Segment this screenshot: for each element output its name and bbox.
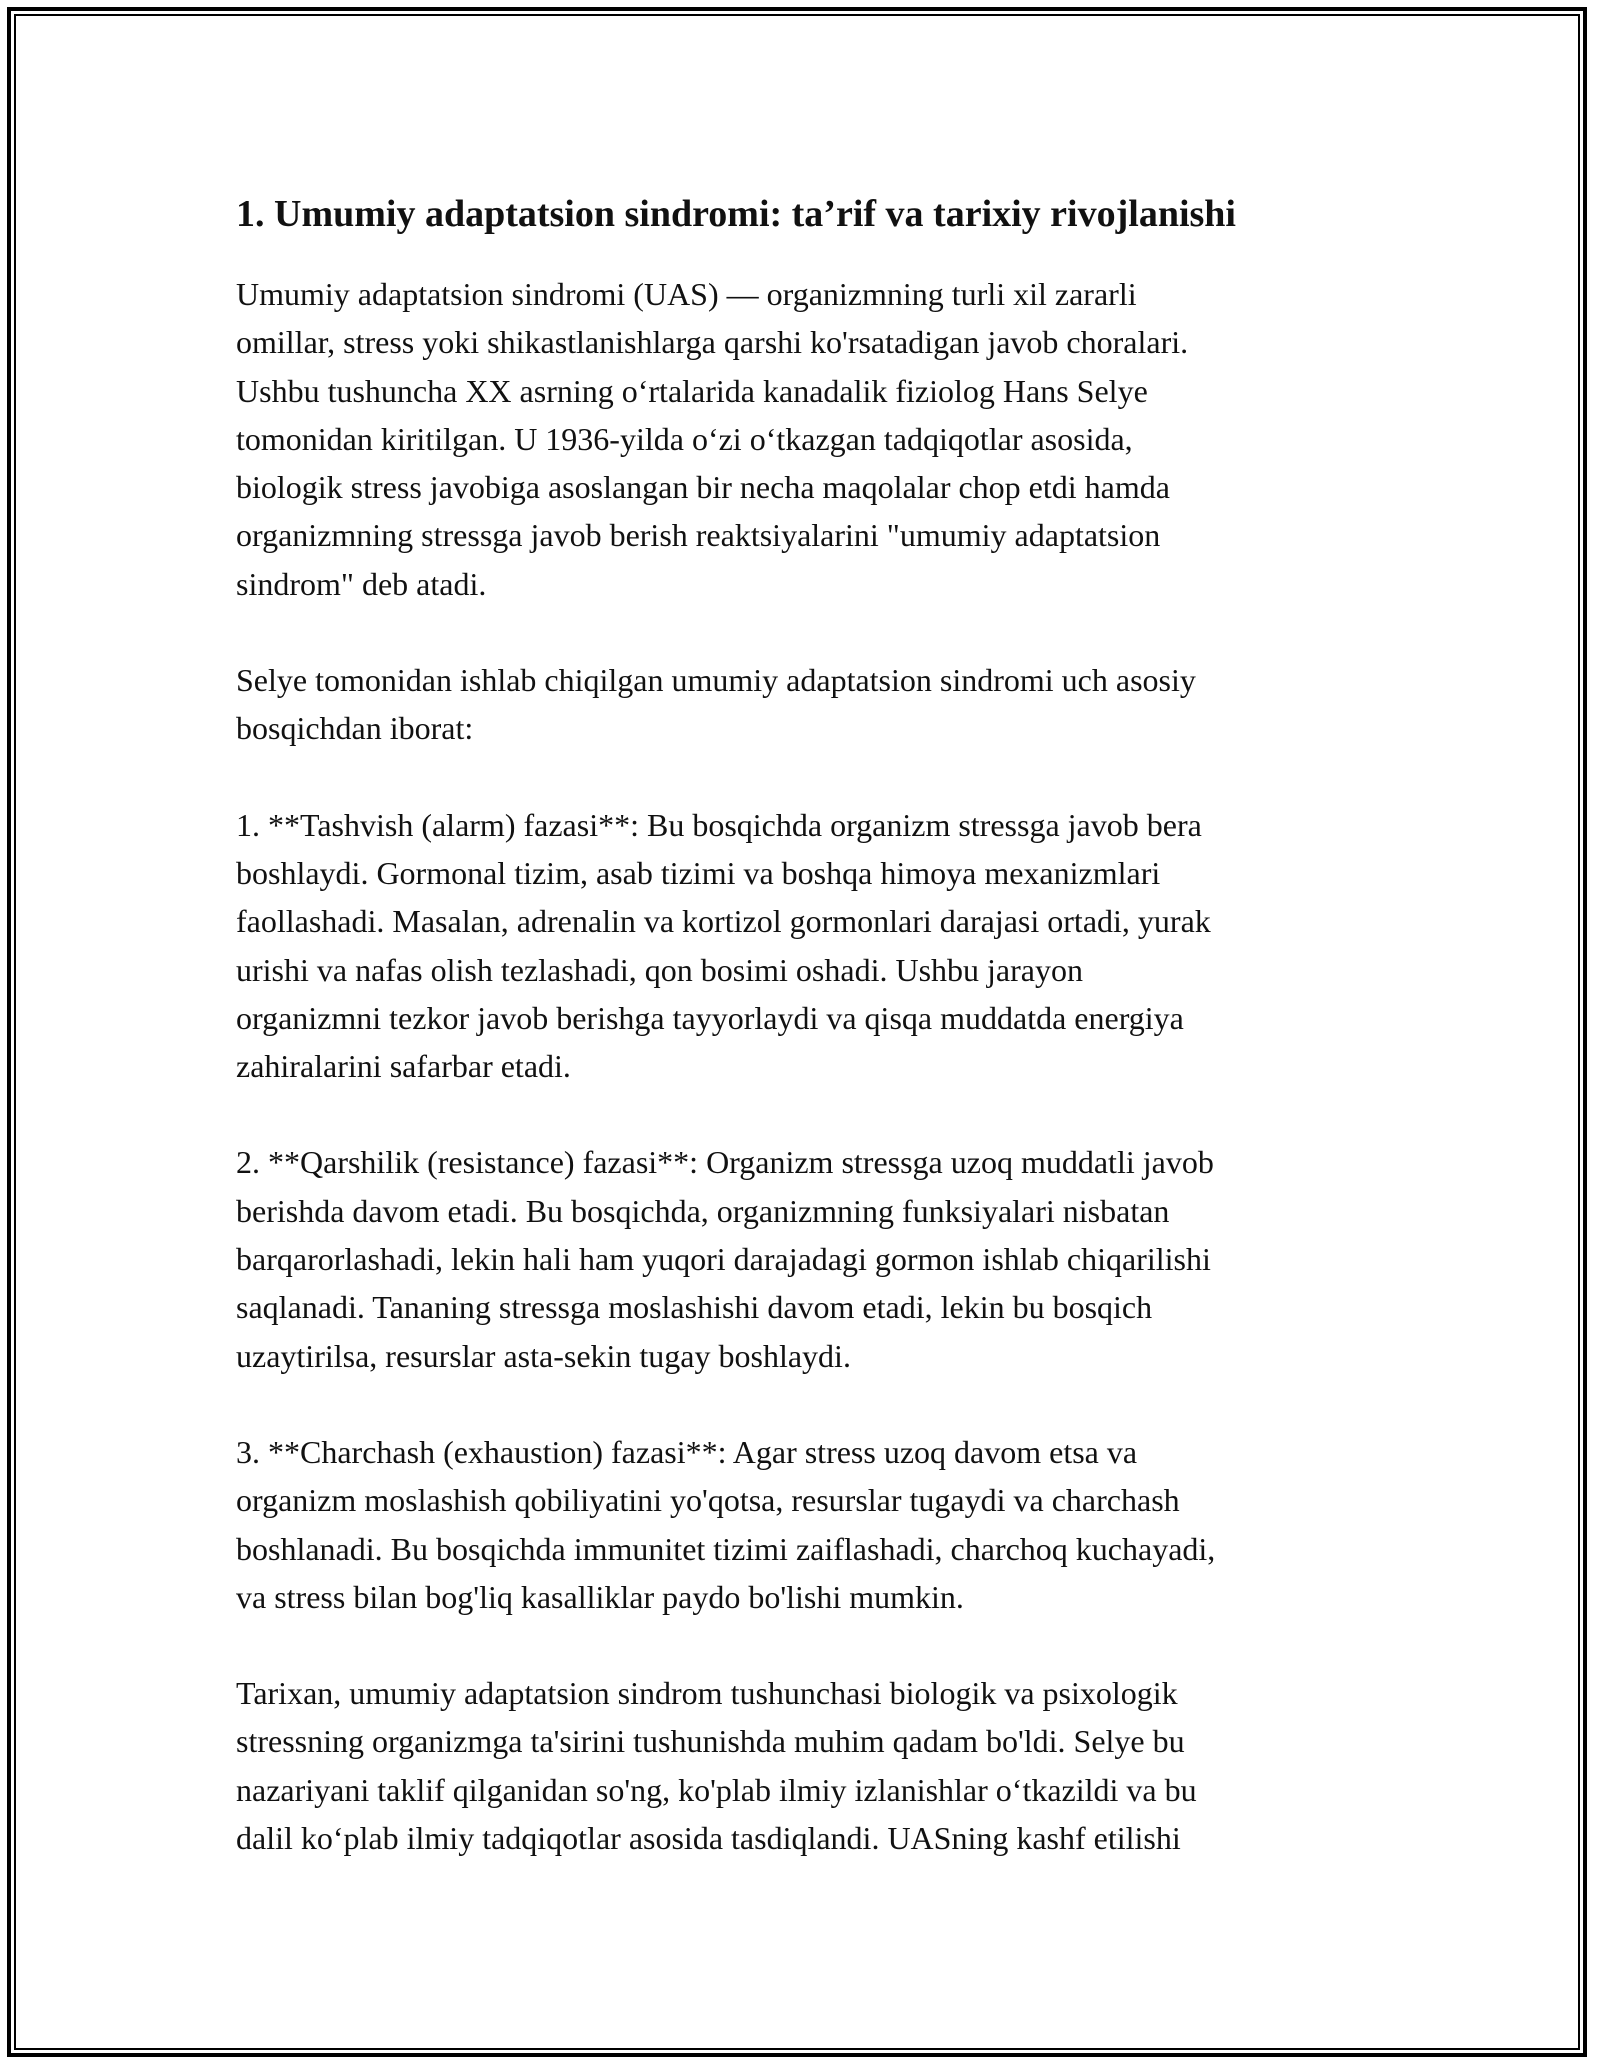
- text-line: zahiralarini safarbar etadi.: [236, 1048, 571, 1085]
- text-line: boshlanadi. Bu bosqichda immunitet tizimi zaiflashadi, charchoq kuchayadi,: [236, 1530, 1216, 1567]
- text-line: Ushbu tushuncha XX asrning o‘rtalarida kanadalik fiziolog Hans Selye: [236, 372, 1148, 409]
- text-line: Umumiy adaptatsion sindromi (UAS) — organizmning turli xil zararli: [236, 276, 1137, 312]
- text-line: Tarixan, umumiy adaptatsion sindrom tushunchasi biologik va psixologik: [236, 1675, 1178, 1712]
- text-line: organizmni tezkor javob berishga tayyorlaydi va qisqa muddatda energiya: [236, 999, 1184, 1036]
- text-line: saqlanadi. Tananing stressga moslashishi davom etadi, lekin bu bosqich: [236, 1289, 1153, 1326]
- paragraph-history: [236, 1669, 1376, 1862]
- paragraph-stage-resistance: [236, 1138, 1376, 1379]
- text-line: urishi va nafas olish tezlashadi, qon bosimi oshadi. Ushbu jarayon: [236, 951, 1083, 988]
- text-line: tomonidan kiritilgan. U 1936-yilda o‘zi o‘tkazgan tadqiqotlar asosida,: [236, 420, 1133, 457]
- text-line: dalil ko‘plab ilmiy tadqiqotlar asosida tasdiqlandi. UASning kashf etilishi: [236, 1820, 1181, 1857]
- text-line: bosqichdan iborat:: [236, 710, 474, 747]
- section-heading: 1. Umumiy adaptatsion sindromi: ta’rif va tarixiy rivojlanishi: [236, 193, 1236, 235]
- paragraph-stage-alarm: [236, 801, 1376, 1091]
- paragraph-definition: [236, 270, 1376, 608]
- text-line: sindrom" deb atadi.: [236, 565, 487, 602]
- text-line: va stress bilan bog'liq kasalliklar paydo bo'lishi mumkin.: [236, 1578, 964, 1615]
- text-line: boshlaydi. Gormonal tizim, asab tizimi va boshqa himoya mexanizmlari: [236, 854, 1161, 891]
- text-line: 1. **Tashvish (alarm) fazasi**: Bu bosqichda organizm stressga javob bera: [236, 806, 1202, 843]
- text-line: 2. **Qarshilik (resistance) fazasi**: Organizm stressga uzoq muddatli javob: [236, 1144, 1214, 1181]
- document-body: [236, 186, 1376, 1910]
- text-line: barqarorlashadi, lekin hali ham yuqori darajadagi gormon ishlab chiqarilishi: [236, 1241, 1211, 1278]
- text-line: 3. **Charchash (exhaustion) fazasi**: Agar stress uzoq davom etsa va: [236, 1433, 1138, 1470]
- text-line: berishda davom etadi. Bu bosqichda, organizmning funksiyalari nisbatan: [236, 1192, 1170, 1229]
- text-line: organizm moslashish qobiliyatini yo'qotsa, resurslar tugaydi va charchash: [236, 1482, 1180, 1519]
- text-line: uzaytirilsa, resurslar asta-sekin tugay boshlaydi.: [236, 1337, 851, 1374]
- text-line: nazariyani taklif qilganidan so'ng, ko'plab ilmiy izlanishlar o‘tkazildi va bu: [236, 1771, 1197, 1808]
- text-line: stressning organizmga ta'sirini tushunishda muhim qadam bo'ldi. Selye bu: [236, 1723, 1185, 1760]
- text-line: Selye tomonidan ishlab chiqilgan umumiy adaptatsion sindromi uch asosiy: [236, 662, 1196, 699]
- text-line: organizmning stressga javob berish reaktsiyalarini "umumiy adaptatsion: [236, 517, 1161, 554]
- paragraph-stage-exhaustion: [236, 1428, 1376, 1621]
- paragraph-stages-intro: [236, 656, 1376, 753]
- text-line: faollashadi. Masalan, adrenalin va kortizol gormonlari darajasi ortadi, yurak: [236, 903, 1211, 940]
- text-line: omillar, stress yoki shikastlanishlarga qarshi ko'rsatadigan javob choralari.: [236, 324, 1189, 361]
- text-line: biologik stress javobiga asoslangan bir necha maqolalar chop etdi hamda: [236, 469, 1170, 506]
